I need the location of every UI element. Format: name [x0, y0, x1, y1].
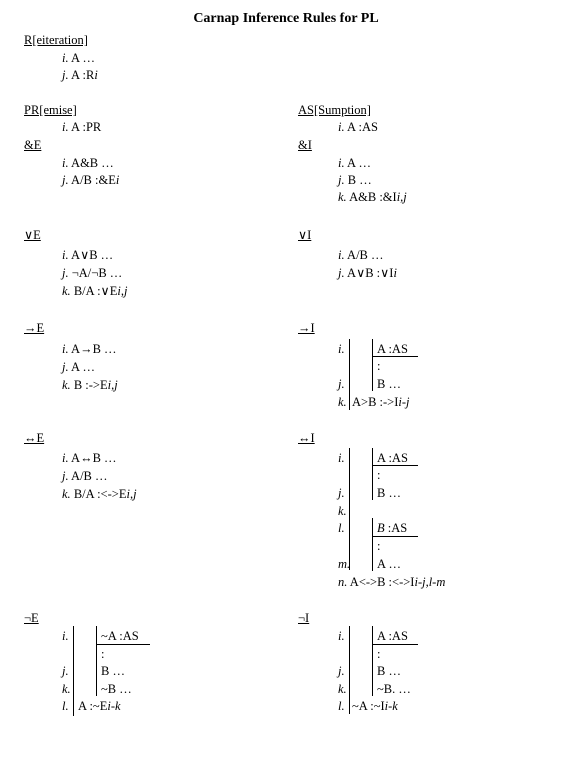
conclusion-text: ~A :~Ii-k — [352, 699, 398, 713]
ellipsis-dots: : — [377, 647, 381, 661]
rule-line: j. A/B … — [62, 469, 108, 483]
ellipsis-dots: : — [101, 647, 105, 661]
rule-line: i. A→B … — [62, 342, 117, 356]
assumption-line — [96, 644, 150, 645]
rule-line: i. A↔B … — [62, 451, 117, 465]
rule-line: j. ¬A/¬B … — [62, 266, 123, 280]
subproof-line: ~B. … — [377, 682, 411, 696]
rule-line: k. B/A :<->Ei,j — [62, 487, 137, 501]
line-number: j. — [338, 377, 345, 391]
rule-heading: &E — [24, 138, 42, 152]
conclusion-text: n. A<->B :<->Ii-j,l-m — [338, 575, 446, 589]
rule-heading: ¬I — [298, 611, 310, 625]
rule-heading: PR[emise] — [24, 103, 77, 117]
rule-heading: ¬E — [24, 611, 39, 625]
subproof-line: B … — [101, 664, 125, 678]
page-title: Carnap Inference Rules for PL — [193, 11, 379, 26]
assumption-text: ~A :AS — [101, 629, 139, 643]
rule-line: k. B/A :∨Ei,j — [62, 284, 128, 298]
assumption-line — [372, 356, 418, 357]
line-number: j. — [338, 486, 345, 500]
rule-line: k. A&B :&Ii,j — [338, 190, 407, 204]
rule-heading: ↔E — [24, 431, 45, 445]
subproof-bar — [372, 626, 373, 696]
assumption-line — [372, 536, 418, 537]
subproof-line: B … — [377, 664, 401, 678]
line-number: k. — [338, 395, 347, 409]
ellipsis-dots: : — [377, 468, 381, 482]
conclusion-text: A>B :->Ii-j — [352, 395, 410, 409]
proof-bar — [349, 626, 350, 714]
rule-line: i. A&B … — [62, 156, 114, 170]
rule-line: j. A/B :&Ei — [62, 173, 120, 187]
rule-heading: ↔I — [298, 431, 315, 445]
rule-line: i. A∨B … — [62, 248, 114, 262]
assumption-text: A :AS — [377, 451, 408, 465]
subproof-line: B … — [377, 486, 401, 500]
subproof-line: A … — [377, 557, 401, 571]
rule-line: i. A … — [338, 156, 372, 170]
ellipsis-dots: : — [377, 539, 381, 553]
line-number: l. — [338, 521, 345, 535]
subproof-bar — [372, 448, 373, 500]
line-number: k. — [338, 682, 347, 696]
rule-heading: AS[Sumption] — [298, 103, 371, 117]
line-number: i. — [62, 629, 69, 643]
line-number: l. — [62, 699, 69, 713]
subproof-bar — [372, 518, 373, 571]
rule-heading: &I — [298, 138, 312, 152]
proof-bar — [349, 448, 350, 570]
rule-line: j. A … — [62, 360, 96, 374]
assumption-text: B :AS — [377, 521, 408, 535]
line-number: k. — [338, 504, 347, 518]
rule-line: i. A … — [62, 51, 96, 65]
line-number: m. — [338, 557, 351, 571]
assumption-line — [372, 644, 418, 645]
proof-bar — [349, 339, 350, 410]
line-number: l. — [338, 699, 345, 713]
rule-heading: ∨I — [298, 228, 312, 242]
rule-line: i. A :PR — [62, 120, 102, 134]
rule-heading: →E — [24, 321, 45, 335]
line-number: j. — [338, 664, 345, 678]
conclusion-text: A :~Ei-k — [78, 699, 121, 713]
line-number: i. — [338, 629, 345, 643]
rule-line: j. A∨B :∨Ii — [338, 266, 397, 280]
rule-line: j. A :Ri — [62, 68, 98, 82]
rule-line: k. B :->Ei,j — [62, 378, 118, 392]
line-number: j. — [62, 664, 69, 678]
assumption-line — [372, 465, 418, 466]
subproof-line: B … — [377, 377, 401, 391]
assumption-text: A :AS — [377, 342, 408, 356]
line-number: k. — [62, 682, 71, 696]
subproof-bar — [96, 626, 97, 696]
line-number: i. — [338, 342, 345, 356]
ellipsis-dots: : — [377, 359, 381, 373]
rule-line: j. B … — [338, 173, 372, 187]
subproof-bar — [372, 339, 373, 391]
line-number: i. — [338, 451, 345, 465]
subproof-line: ~B … — [101, 682, 132, 696]
rule-heading: R[eiteration] — [24, 33, 88, 47]
rule-heading: ∨E — [24, 228, 41, 242]
rule-line: i. A/B … — [338, 248, 384, 262]
assumption-text: A :AS — [377, 629, 408, 643]
rule-heading: →I — [298, 321, 315, 335]
rule-line: i. A :AS — [338, 120, 378, 134]
proof-bar — [73, 626, 74, 716]
